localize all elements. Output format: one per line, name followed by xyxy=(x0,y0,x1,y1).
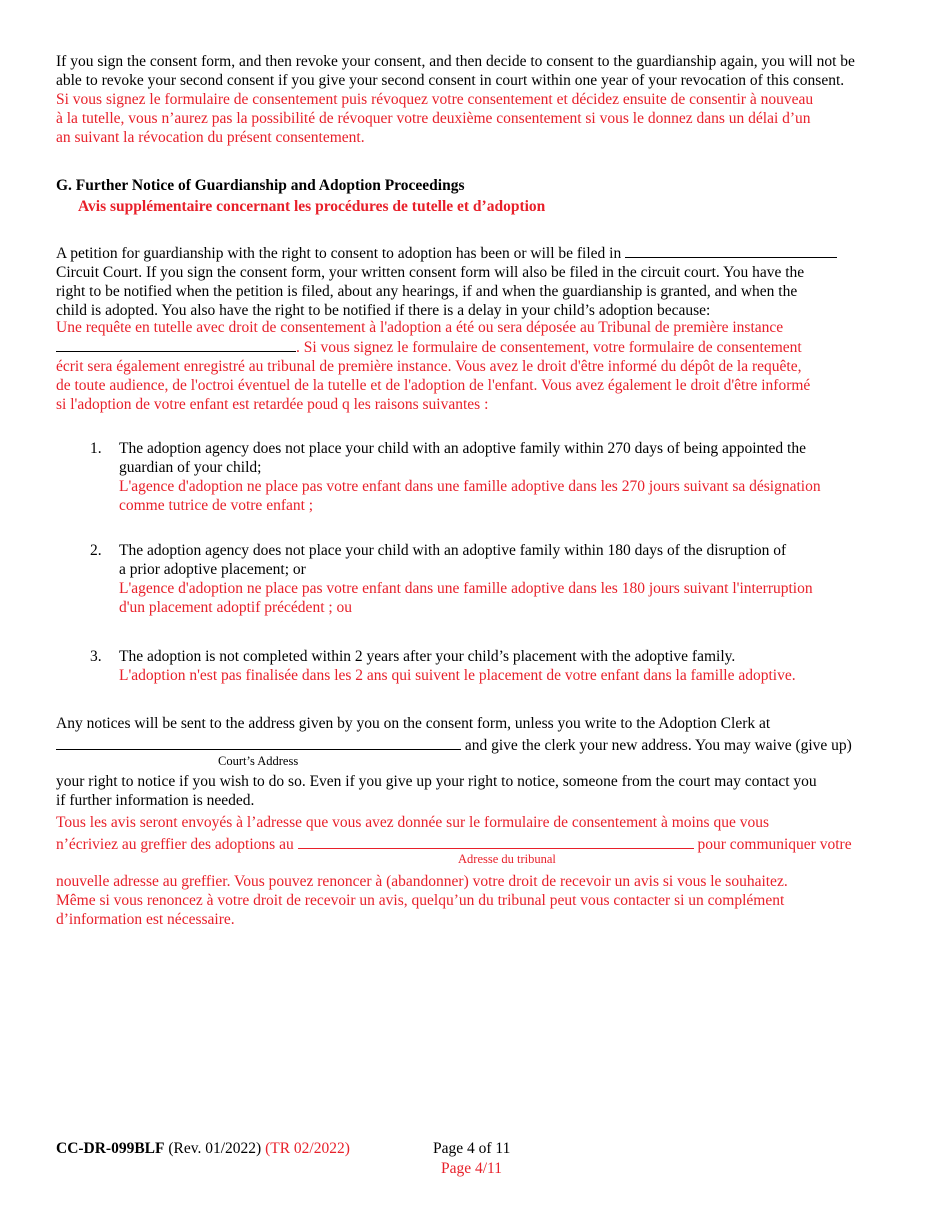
footer-form-info xyxy=(56,1139,350,1158)
petition-en-line: child is adopted. You also have the right to be notified if there is a delay in your child’s adoption because: xyxy=(56,302,711,319)
list-number: 2. xyxy=(90,542,102,559)
notices-paragraph-fr-end xyxy=(56,872,894,929)
list-item-fr-line: L'agence d'adoption ne place pas votre enfant dans une famille adoptive dans les 270 jours suivant sa désignation xyxy=(119,478,821,495)
intro-fr-line: an suivant la révocation du présent consentement. xyxy=(56,129,365,146)
list-number: 3. xyxy=(90,648,102,665)
notices-en-line-2 xyxy=(56,735,894,755)
list-item-en-line: The adoption agency does not place your child with an adoptive family within 180 days of the disruption of xyxy=(119,542,787,559)
petition-paragraph-en xyxy=(56,243,894,320)
circuit-court-blank-field[interactable] xyxy=(625,243,837,258)
intro-fr-line: à la tutelle, vous n’aurez pas la possibilité de révoquer votre deuxième consentement si vous le donnez dans un délai d’un xyxy=(56,110,811,127)
list-item-en-line: The adoption agency does not place your child with an adoptive family within 270 days of being appointed the xyxy=(119,440,806,457)
intro-en-line: If you sign the consent form, and then revoke your consent, and then decide to consent to the guardianship again, you will not be xyxy=(56,53,855,70)
list-item xyxy=(119,541,899,617)
notices-paragraph-fr-start xyxy=(56,813,894,854)
tribunal-blank-field[interactable] xyxy=(56,337,296,352)
notices-en-line: Any notices will be sent to the address given by you on the consent form, unless you write to the Adoption Clerk at xyxy=(56,715,771,732)
list-item xyxy=(119,647,899,685)
intro-en-line: able to revoke your second consent if you give your second consent in court within one year of your revocation of this consent. xyxy=(56,72,845,89)
petition-fr-line: de toute audience, de l'octroi éventuel de la tutelle et de l'adoption de l'enfant. Vous avez également le droit d'être informé xyxy=(56,377,811,394)
translation-revision: (TR 02/2022) xyxy=(265,1140,350,1157)
list-item-en-line: a prior adoptive placement; or xyxy=(119,561,306,578)
petition-en-line: right to be notified when the petition is filed, about any hearings, if and when the guardianship is granted, and when the xyxy=(56,283,798,300)
notices-en-line: if further information is needed. xyxy=(56,792,255,809)
notices-paragraph-en-start xyxy=(56,714,894,755)
petition-fr-line: si l'adoption de votre enfant est retardée poud q les raisons suivantes : xyxy=(56,396,489,413)
court-address-blank-field[interactable] xyxy=(56,735,461,750)
petition-fr-line: écrit sera également enregistré au tribunal de première instance. Vous avez le droit d'être informé du dépôt de la requête, xyxy=(56,358,802,375)
notices-fr-line: d’information est nécessaire. xyxy=(56,911,235,928)
adresse-caption: Adresse du tribunal xyxy=(458,852,556,866)
petition-fr-line: Une requête en tutelle avec droit de consentement à l'adoption a été ou sera déposée au Tribunal de première instance xyxy=(56,319,784,336)
notices-paragraph-en-end xyxy=(56,772,894,810)
list-item-en-line: guardian of your child; xyxy=(119,459,262,476)
petition-en-line: Circuit Court. If you sign the consent form, your written consent form will also be filed in the circuit court. You have the xyxy=(56,264,805,281)
notices-fr-line: nouvelle adresse au greffier. Vous pouvez renoncer à (abandonner) votre droit de recevoir un avis si vous le souhaitez. xyxy=(56,873,788,890)
court-address-caption: Court’s Address xyxy=(218,754,299,768)
adresse-tribunal-blank-field[interactable] xyxy=(298,834,694,849)
page-number-fr: Page 4/11 xyxy=(441,1160,502,1177)
notices-fr-line-2 xyxy=(56,834,894,854)
intro-fr-line: Si vous signez le formulaire de consentement puis révoquez votre consentement et décidez ensuite de consentir à nouveau xyxy=(56,91,814,108)
list-item xyxy=(119,439,899,515)
notices-fr-line: Tous les avis seront envoyés à l’adresse que vous avez donnée sur le formulaire de consentement à moins que vous xyxy=(56,814,769,831)
notices-en-text: and give the clerk your new address. You may waive (give up) xyxy=(464,737,852,754)
form-code: CC-DR-099BLF xyxy=(56,1140,165,1157)
list-item-fr-line: d'un placement adoptif précédent ; ou xyxy=(119,599,353,616)
form-revision: (Rev. 01/2022) xyxy=(168,1140,262,1157)
list-number: 1. xyxy=(90,440,102,457)
petition-en-text: A petition for guardianship with the right to consent to adoption has been or will be filed in xyxy=(56,245,622,262)
intro-paragraph-en xyxy=(56,52,894,90)
list-item-fr-line: L'adoption n'est pas finalisée dans les 2 ans qui suivent le placement de votre enfant dans la famille adoptive. xyxy=(119,667,796,684)
notices-fr-line: Même si vous renoncez à votre droit de recevoir un avis, quelqu’un du tribunal peut vous contacter si un complément xyxy=(56,892,785,909)
intro-paragraph-fr xyxy=(56,90,894,147)
petition-paragraph-fr xyxy=(56,318,894,414)
section-g-heading: G. Further Notice of Guardianship and Adoption Proceedings xyxy=(56,177,465,194)
notices-en-line: your right to notice if you wish to do so. Even if you give up your right to notice, someone from the court may contact you xyxy=(56,773,817,790)
list-item-fr-line: comme tutrice de votre enfant ; xyxy=(119,497,314,514)
page-number-en: Page 4 of 11 xyxy=(433,1140,511,1157)
notices-fr-text: pour communiquer votre xyxy=(697,836,852,853)
petition-fr-line-2 xyxy=(56,337,894,357)
list-item-en-line: The adoption is not completed within 2 years after your child’s placement with the adoptive family. xyxy=(119,648,736,665)
notices-fr-text: n’écriviez au greffier des adoptions au xyxy=(56,836,294,853)
list-item-fr-line: L'agence d'adoption ne place pas votre enfant dans une famille adoptive dans les 180 jours suivant l'interruption xyxy=(119,580,813,597)
section-g-heading-fr: Avis supplémentaire concernant les procédures de tutelle et d’adoption xyxy=(78,198,546,215)
petition-fr-text: . Si vous signez le formulaire de consentement, votre formulaire de consentement xyxy=(296,339,802,356)
petition-en-line-1 xyxy=(56,243,894,263)
